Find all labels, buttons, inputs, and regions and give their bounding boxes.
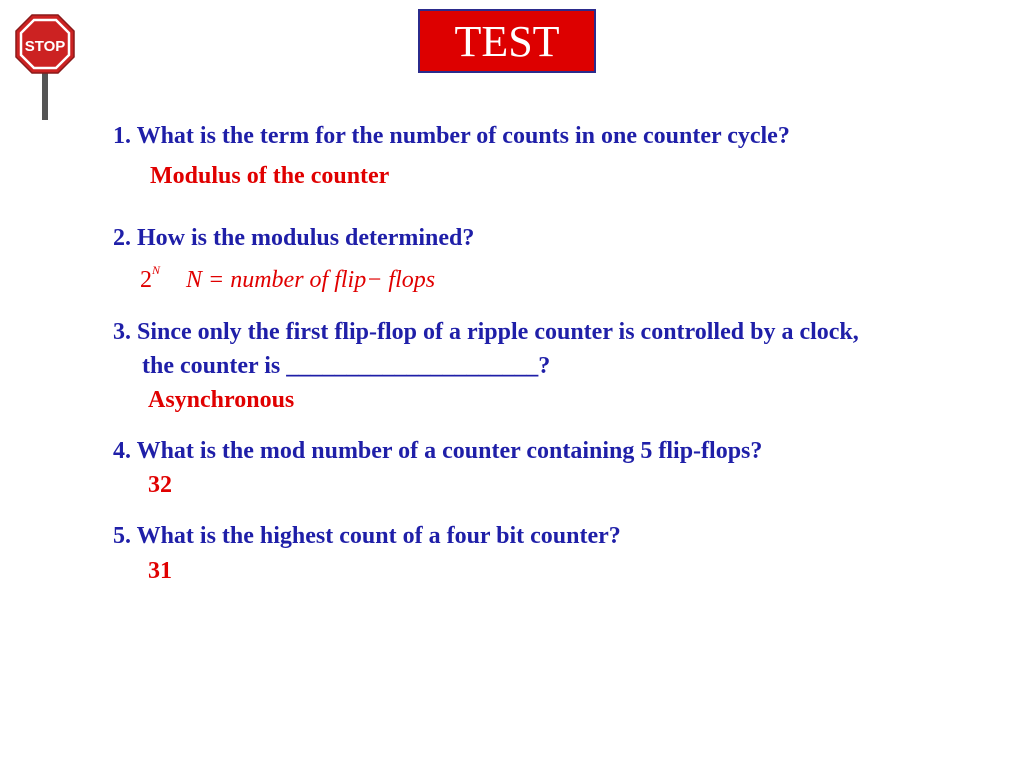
question-4: 4. What is the mod number of a counter containing 5 flip-flops? <box>113 438 763 464</box>
question-2: 2. How is the modulus determined? <box>113 225 475 251</box>
formula-base: 2 <box>140 267 152 293</box>
stop-sign-icon <box>15 14 75 122</box>
answer-4: 32 <box>148 472 172 498</box>
question-1: 1. What is the term for the number of counts in one counter cycle? <box>113 123 790 149</box>
stop-sign-text: STOP <box>24 38 66 55</box>
answer-2-formula <box>140 260 435 294</box>
formula-definition: N = number of flip− flops <box>186 267 436 293</box>
slide-title: TEST <box>418 9 596 73</box>
formula-exponent: N <box>152 263 161 277</box>
answer-5: 31 <box>148 558 172 584</box>
question-3: 3. Since only the first flip-flop of a ripple counter is controlled by a clock, <box>113 319 859 345</box>
question-3-line-2: the counter is _____________________? <box>142 353 551 379</box>
answer-3: Asynchronous <box>148 387 295 413</box>
question-5: 5. What is the highest count of a four bit counter? <box>113 523 621 549</box>
answer-1: Modulus of the counter <box>150 163 390 189</box>
